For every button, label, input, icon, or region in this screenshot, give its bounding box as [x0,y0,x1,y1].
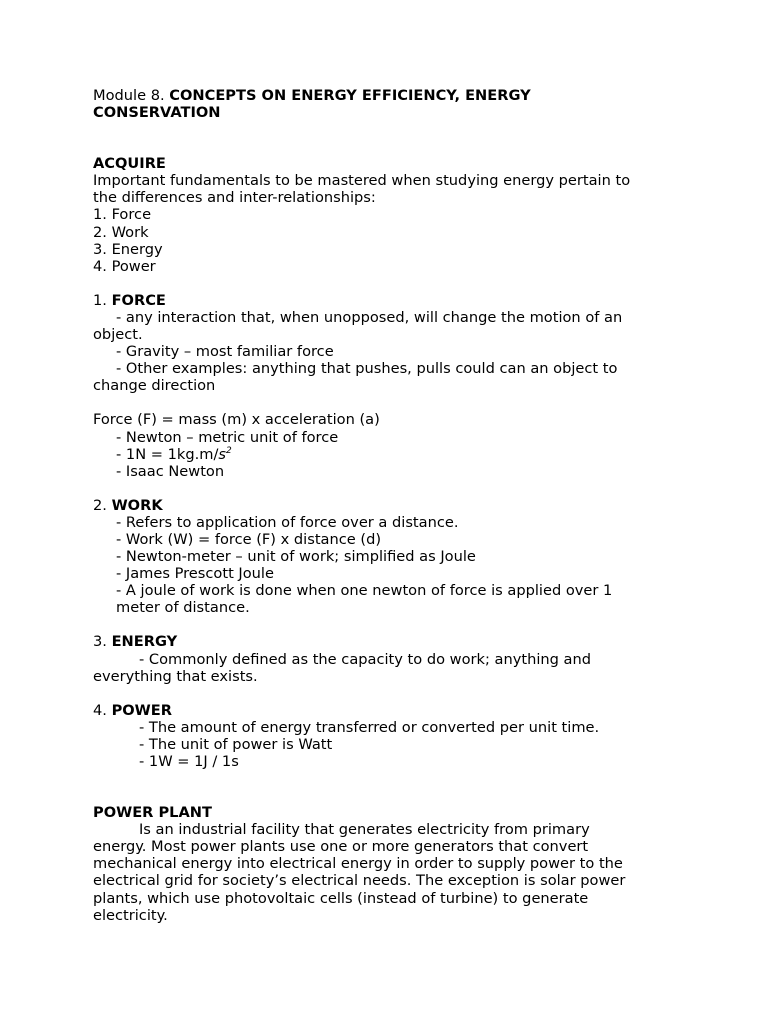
force-isaac-newton: - Isaac Newton [116,462,225,480]
force-other-line1: - Other examples: anything that pushes, pulls could can an object to [116,360,618,378]
power-item: - 1W = 1J / 1s [139,753,239,770]
force-definition-line2: object. [93,326,143,344]
acquire-intro-line2: the differences and inter-relationships: [93,189,376,207]
module-prefix: Module 8. [93,87,170,104]
power-plant-line3: mechanical energy into electrical energy in order to supply power to the [93,855,623,873]
work-item: - Work (W) = force (F) x distance (d) [116,530,382,548]
work-item: - Newton-meter – unit of work; simplified as Joule [116,548,476,566]
power-plant-line2: energy. Most power plants use one or more generators that convert [93,838,589,856]
force-newton-unit: - Newton – metric unit of force [116,428,339,446]
energy-heading [93,633,683,650]
document-body [93,87,683,924]
acquire-item-force: 1. Force [93,206,152,224]
work-item: - James Prescott Joule [116,565,274,583]
force-unit-equation [93,446,683,463]
force-title: FORCE [111,291,166,309]
power-num: 4. [93,701,112,719]
power-title: POWER [111,701,172,719]
acquire-item-work: 2. Work [93,223,149,241]
energy-definition-line2: everything that exists. [93,667,258,685]
acquire-heading: ACQUIRE [93,155,166,173]
power-heading [93,702,683,719]
power-item: - The unit of power is Watt [139,735,333,753]
module-title-line2: CONSERVATION [93,104,221,122]
force-definition-line1: - any interaction that, when unopposed, will change the motion of an [116,308,623,326]
energy-definition-line1: - Commonly defined as the capacity to do work; anything and [139,650,592,668]
force-unit-prefix: - 1N = 1kg.m/ [116,445,219,463]
force-heading [93,292,683,309]
acquire-item-energy: 3. Energy [93,240,163,258]
work-num: 2. [93,496,112,514]
work-item: - Refers to application of force over a distance. [116,513,459,531]
power-plant-line5: plants, which use photovoltaic cells (instead of turbine) to generate [93,889,589,907]
force-unit-sup: 2 [226,445,232,456]
force-num: 1. [93,291,112,309]
work-heading [93,497,683,514]
force-formula: Force (F) = mass (m) x acceleration (a) [93,411,380,429]
module-title-line1: CONCEPTS ON ENERGY EFFICIENCY, ENERGY [169,87,531,104]
power-item: - The amount of energy transferred or converted per unit time. [139,718,600,736]
power-plant-heading: POWER PLANT [93,804,212,822]
force-gravity: - Gravity – most familiar force [116,343,334,361]
power-plant-line4: electrical grid for society’s electrical needs. The exception is solar power [93,872,626,890]
module-title [93,87,683,104]
power-plant-line6: electricity. [93,906,168,924]
force-other-line2: change direction [93,377,216,395]
acquire-item-power: 4. Power [93,257,156,275]
energy-title: ENERGY [111,633,178,651]
work-joule-line1: - A joule of work is done when one newton of force is applied over 1 [116,582,613,600]
work-title: WORK [111,496,163,514]
force-unit-s: s [218,445,226,463]
acquire-intro-line1: Important fundamentals to be mastered when studying energy pertain to [93,172,631,190]
power-plant-line1: Is an industrial facility that generates electricity from primary [139,821,590,839]
work-joule-line2: meter of distance. [116,599,250,617]
energy-num: 3. [93,633,112,651]
